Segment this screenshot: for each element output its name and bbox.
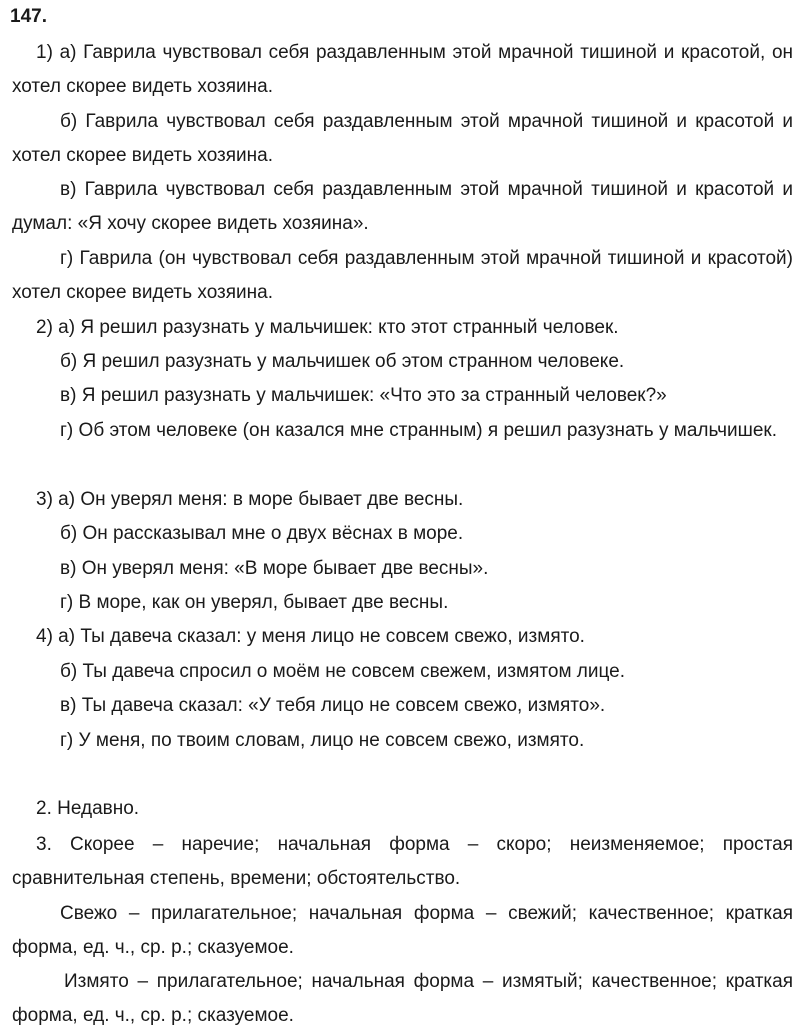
item-2g: г) Об этом человеке (он казался мне странным) я решил разузнать у мальчишек. bbox=[60, 420, 778, 441]
answer-3-svezho: Свежо – прилагательное; начальная форма – свежий; качественное; краткая форма, ед. ч., ср. р.; сказуемое. bbox=[12, 903, 793, 958]
answer-3-izmyato: Измято – прилагательное; начальная форма – измятый; качественное; краткая форма, ед. ч., ср. р.; сказуемое. bbox=[12, 971, 793, 1026]
item-3a: 3) а) Он уверял меня: в море бывает две весны. bbox=[36, 489, 464, 510]
item-1a: 1) а) Гаврила чувствовал себя раздавленным этой мрачной тишиной и красотой, он хотел скорее видеть хозяина. bbox=[12, 42, 793, 97]
item-3g: г) В море, как он уверял, бывает две весны. bbox=[60, 592, 449, 613]
item-4g: г) У меня, по твоим словам, лицо не совсем свежо, измято. bbox=[60, 730, 585, 751]
item-1g: г) Гаврила (он чувствовал себя раздавленным этой мрачной тишиной и красотой) хотел скорее видеть хозяина. bbox=[12, 248, 793, 303]
item-4a: 4) а) Ты давеча сказал: у меня лицо не совсем свежо, измято. bbox=[36, 626, 585, 647]
answer-2: 2. Недавно. bbox=[36, 798, 140, 819]
item-1v: в) Гаврила чувствовал себя раздавленным этой мрачной тишиной и красотой и думал: «Я хочу скорее видеть хозяина». bbox=[12, 179, 793, 234]
item-2v: в) Я решил разузнать у мальчишек: «Что это за странный человек?» bbox=[60, 385, 667, 406]
answer-3-skoree: 3. Скорее – наречие; начальная форма – скоро; неизменяемое; простая сравнительная степень, времени; обстоятельство. bbox=[12, 834, 793, 889]
item-3b: б) Он рассказывал мне о двух вёснах в море. bbox=[60, 523, 464, 544]
item-3v: в) Он уверял меня: «В море бывает две весны». bbox=[60, 558, 489, 579]
exercise-number: 147. bbox=[10, 6, 47, 27]
item-4b: б) Ты давеча спросил о моём не совсем свежем, измятом лице. bbox=[60, 661, 626, 682]
item-2a: 2) а) Я решил разузнать у мальчишек: кто этот странный человек. bbox=[36, 317, 619, 338]
item-2b: б) Я решил разузнать у мальчишек об этом странном человеке. bbox=[60, 351, 625, 372]
item-4v: в) Ты давеча сказал: «У тебя лицо не совсем свежо, измято». bbox=[60, 695, 606, 716]
item-1b: б) Гаврила чувствовал себя раздавленным этой мрачной тишиной и красотой и хотел скорее видеть хозяина. bbox=[12, 111, 793, 166]
